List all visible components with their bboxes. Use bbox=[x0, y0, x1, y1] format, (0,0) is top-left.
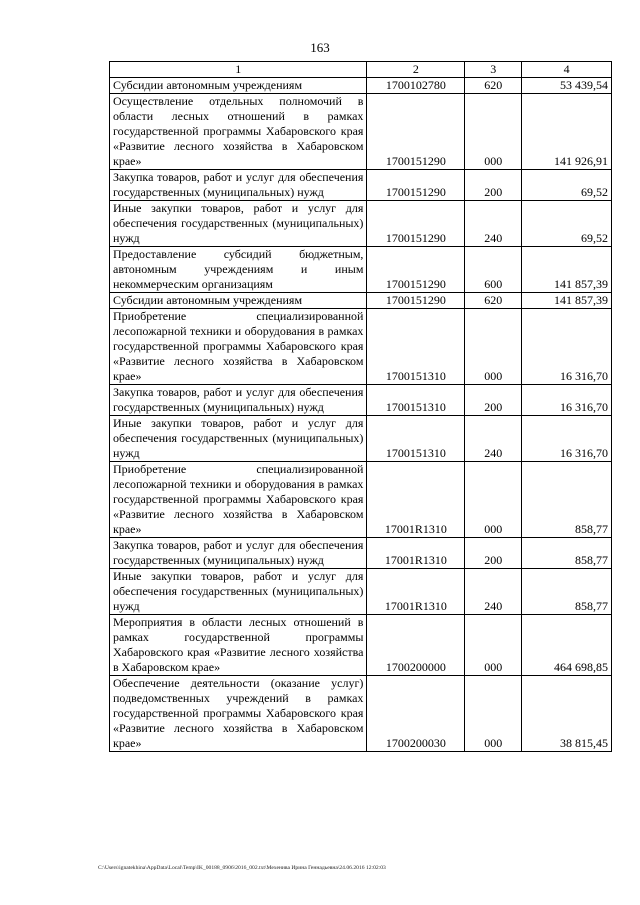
row-name: Закупка товаров, работ и услуг для обеспечения государственных (муниципальных) нужд bbox=[110, 538, 367, 569]
budget-table-body bbox=[110, 62, 612, 752]
row-name: Иные закупки товаров, работ и услуг для обеспечения государственных (муниципальных) нужд bbox=[110, 569, 367, 615]
row-kind: 000 bbox=[465, 615, 522, 676]
row-code: 1700102780 bbox=[367, 78, 465, 94]
row-name: Закупка товаров, работ и услуг для обеспечения государственных (муниципальных) нужд bbox=[110, 170, 367, 201]
row-name: Иные закупки товаров, работ и услуг для обеспечения государственных (муниципальных) нужд bbox=[110, 416, 367, 462]
row-code: 1700151290 bbox=[367, 170, 465, 201]
table-row bbox=[110, 293, 612, 309]
row-kind: 000 bbox=[465, 309, 522, 385]
header-col-1: 1 bbox=[110, 62, 367, 78]
row-code: 1700151290 bbox=[367, 247, 465, 293]
row-name: Осуществление отдельных полномочий в области лесных отношений в рамках государственной программы Хабаровского края «Развитие лесного хозяйства в Хабаровском крае» bbox=[110, 94, 367, 170]
row-code: 1700200000 bbox=[367, 615, 465, 676]
table-row bbox=[110, 416, 612, 462]
row-name: Мероприятия в области лесных отношений в рамках государственной программы Хабаровского края «Развитие лесного хозяйства в Хабаровском крае» bbox=[110, 615, 367, 676]
row-kind: 620 bbox=[465, 293, 522, 309]
row-name: Приобретение специализированной лесопожарной техники и оборудования в рамках государственной программы Хабаровского края «Развитие лесного хозяйства в Хабаровском крае» bbox=[110, 462, 367, 538]
row-amount: 16 316,70 bbox=[522, 416, 612, 462]
row-amount: 858,77 bbox=[522, 569, 612, 615]
row-name: Субсидии автономным учреждениям bbox=[110, 78, 367, 94]
row-amount: 141 926,91 bbox=[522, 94, 612, 170]
row-kind: 200 bbox=[465, 385, 522, 416]
row-amount: 69,52 bbox=[522, 170, 612, 201]
row-code: 17001R1310 bbox=[367, 569, 465, 615]
table-row bbox=[110, 94, 612, 170]
row-kind: 240 bbox=[465, 201, 522, 247]
table-row bbox=[110, 78, 612, 94]
row-code: 1700151310 bbox=[367, 385, 465, 416]
row-code: 17001R1310 bbox=[367, 462, 465, 538]
table-row bbox=[110, 385, 612, 416]
page-number: 163 bbox=[310, 40, 330, 55]
row-name: Предоставление субсидий бюджетным, автономным учреждениям и иным некоммерческим организациям bbox=[110, 247, 367, 293]
row-amount: 141 857,39 bbox=[522, 247, 612, 293]
row-name: Закупка товаров, работ и услуг для обеспечения государственных (муниципальных) нужд bbox=[110, 385, 367, 416]
row-kind: 240 bbox=[465, 416, 522, 462]
table-row bbox=[110, 676, 612, 752]
row-kind: 600 bbox=[465, 247, 522, 293]
budget-table bbox=[109, 61, 612, 752]
row-amount: 16 316,70 bbox=[522, 309, 612, 385]
table-header-row bbox=[110, 62, 612, 78]
row-name: Субсидии автономным учреждениям bbox=[110, 293, 367, 309]
row-kind: 000 bbox=[465, 462, 522, 538]
row-name: Обеспечение деятельности (оказание услуг) подведомственных учреждений в рамках государственной программы Хабаровского края «Развитие лесного хозяйства в Хабаровском крае» bbox=[110, 676, 367, 752]
row-amount: 141 857,39 bbox=[522, 293, 612, 309]
row-amount: 69,52 bbox=[522, 201, 612, 247]
row-kind: 000 bbox=[465, 94, 522, 170]
table-row bbox=[110, 569, 612, 615]
table-row bbox=[110, 170, 612, 201]
row-code: 1700151290 bbox=[367, 293, 465, 309]
row-code: 1700151290 bbox=[367, 94, 465, 170]
table-row bbox=[110, 309, 612, 385]
row-code: 1700151310 bbox=[367, 416, 465, 462]
table-row bbox=[110, 615, 612, 676]
table-row bbox=[110, 462, 612, 538]
header-col-4: 4 bbox=[522, 62, 612, 78]
row-name: Иные закупки товаров, работ и услуг для обеспечения государственных (муниципальных) нужд bbox=[110, 201, 367, 247]
row-amount: 858,77 bbox=[522, 462, 612, 538]
row-amount: 16 316,70 bbox=[522, 385, 612, 416]
header-col-3: 3 bbox=[465, 62, 522, 78]
table-row bbox=[110, 201, 612, 247]
row-kind: 620 bbox=[465, 78, 522, 94]
row-amount: 53 439,54 bbox=[522, 78, 612, 94]
row-amount: 464 698,85 bbox=[522, 615, 612, 676]
row-code: 1700151310 bbox=[367, 309, 465, 385]
footer-file-path: C:\Users\ignatekhina\AppData\Local\Temp\IK_00188_0906\2016_002.txt\Мехенива Ирина Геннадьевна\24.06.2016 12:02:03 bbox=[98, 865, 386, 871]
table-row bbox=[110, 538, 612, 569]
row-code: 1700200030 bbox=[367, 676, 465, 752]
row-name: Приобретение специализированной лесопожарной техники и оборудования в рамках государственной программы Хабаровского края «Развитие лесного хозяйства в Хабаровском крае» bbox=[110, 309, 367, 385]
row-kind: 240 bbox=[465, 569, 522, 615]
row-kind: 200 bbox=[465, 538, 522, 569]
row-kind: 200 bbox=[465, 170, 522, 201]
row-code: 1700151290 bbox=[367, 201, 465, 247]
table-row bbox=[110, 247, 612, 293]
row-kind: 000 bbox=[465, 676, 522, 752]
header-col-2: 2 bbox=[367, 62, 465, 78]
row-amount: 38 815,45 bbox=[522, 676, 612, 752]
row-amount: 858,77 bbox=[522, 538, 612, 569]
row-code: 17001R1310 bbox=[367, 538, 465, 569]
